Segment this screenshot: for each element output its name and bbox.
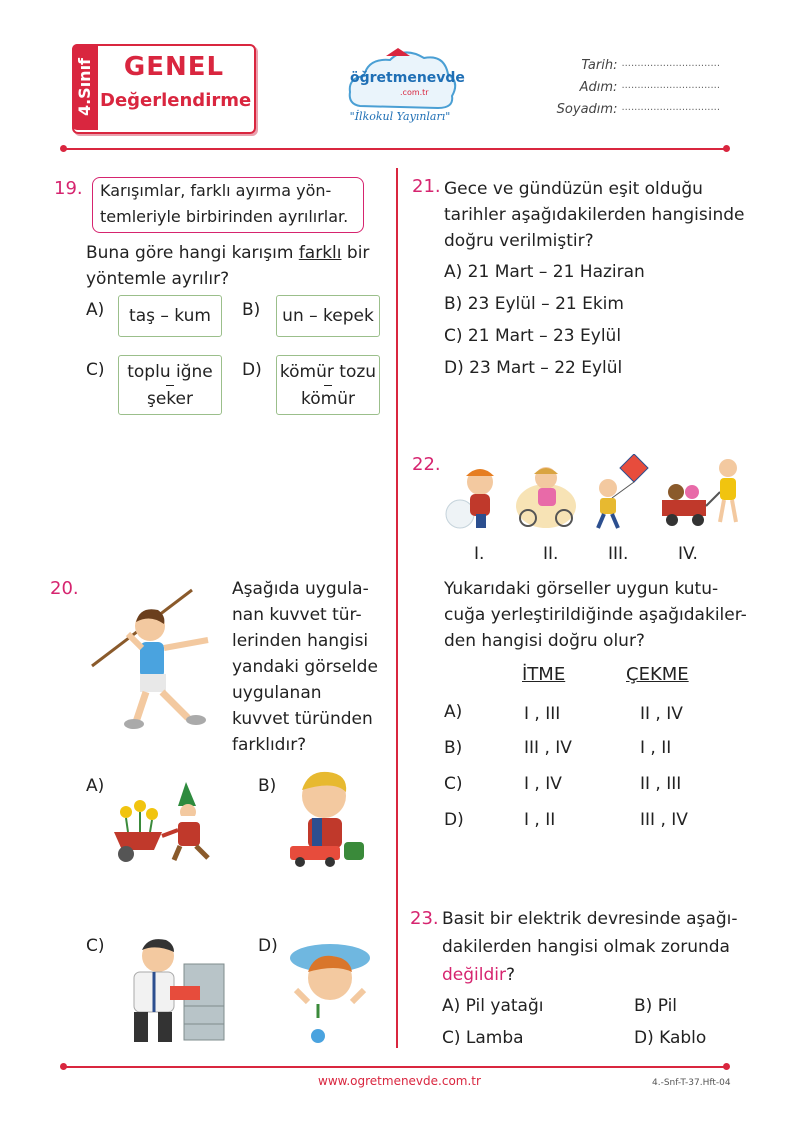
q19-option-a-letter[interactable]: A) xyxy=(86,300,105,320)
javelin-thrower-picture xyxy=(88,582,228,732)
q19-option-a-text: taş – kum xyxy=(129,306,211,326)
q19-option-a-box[interactable] xyxy=(118,295,222,337)
q22-number: 22. xyxy=(412,454,441,475)
q20-line-5: uygulanan xyxy=(232,683,322,703)
q19-box-line2: temleriyle birbirinden ayrılırlar. xyxy=(100,207,349,226)
q19-stem-emphasis: farklı xyxy=(298,243,342,263)
q23-option-d[interactable]: D) Kablo xyxy=(634,1028,707,1048)
q22-line-2: cuğa yerleştirildiğinde aşağıdakiler- xyxy=(444,605,747,625)
logo-main: öğretmenevde xyxy=(350,70,465,86)
q23-line-2: dakilerden hangisi olmak zorunda xyxy=(442,937,730,957)
q22-row-a-pull: II , IV xyxy=(640,704,683,724)
field-surname-dots: ............................... xyxy=(621,102,720,113)
q19-box-line1: Karışımlar, farklı ayırma yön- xyxy=(100,181,332,200)
q23-option-a[interactable]: A) Pil yatağı xyxy=(442,996,544,1016)
q22-row-c-letter[interactable]: C) xyxy=(444,774,463,794)
q19-option-b-text: un – kepek xyxy=(282,306,374,326)
q22-image-2-tricycle-child xyxy=(514,462,578,530)
q22-row-a-letter[interactable]: A) xyxy=(444,702,463,722)
q20-line-7: farklıdır? xyxy=(232,735,307,755)
q20-option-d-letter[interactable]: D) xyxy=(258,936,278,956)
q20-stem xyxy=(232,576,382,758)
page-title: GENEL xyxy=(123,52,225,82)
q21-line-2: tarihler aşağıdakilerden hangisinde xyxy=(444,205,745,225)
q19-number: 19. xyxy=(54,178,83,199)
kite-child-icon xyxy=(590,454,650,532)
q22-image-3-kite-child xyxy=(590,454,650,532)
q22-row-b-push: III , IV xyxy=(524,738,572,758)
header-line-dot-right xyxy=(723,145,730,152)
q19-option-d-letter[interactable]: D) xyxy=(242,360,262,380)
q19-option-c-line1: toplu iğne xyxy=(127,361,213,382)
q21-option-c[interactable]: C) 21 Mart – 23 Eylül xyxy=(444,326,622,346)
q22-row-d-pull: III , IV xyxy=(640,810,688,830)
tricycle-child-icon xyxy=(514,462,578,530)
q23-line-1: Basit bir elektrik devresinde aşağı- xyxy=(442,909,738,929)
q19-option-c-letter[interactable]: C) xyxy=(86,360,105,380)
q20-option-a-letter[interactable]: A) xyxy=(86,776,105,796)
q19-option-d-box[interactable] xyxy=(276,355,380,415)
q19-stem-post: bir xyxy=(341,243,370,263)
child-marble-icon xyxy=(284,936,376,1046)
q23-option-b[interactable]: B) Pil xyxy=(634,996,678,1016)
q19-stem-line2: yöntemle ayrılır? xyxy=(86,269,230,289)
field-date-dots: ............................... xyxy=(621,58,720,69)
footer-code: 4.-Snf-T-37.Hft-04 xyxy=(652,1078,731,1088)
q22-header-push: İTME xyxy=(522,664,566,685)
logo-tagline: "İlkokul Yayınları" xyxy=(349,110,451,123)
q19-option-b-box[interactable] xyxy=(276,295,380,337)
q22-row-b-pull: I , II xyxy=(640,738,672,758)
q23-number: 23. xyxy=(410,908,439,929)
field-surname-label: Soyadım: xyxy=(556,102,618,117)
field-name[interactable] xyxy=(520,80,720,102)
q22-row-d-letter[interactable]: D) xyxy=(444,810,464,830)
q20-line-6: kuvvet türünden xyxy=(232,709,373,729)
q19-stem-line1 xyxy=(86,240,369,266)
q20-option-c-picture[interactable] xyxy=(116,934,226,1044)
snowball-child-icon xyxy=(440,462,502,530)
q23-option-c[interactable]: C) Lamba xyxy=(442,1028,524,1048)
q22-label-3: III. xyxy=(608,544,629,564)
q23-emphasis: değildir xyxy=(442,965,506,985)
man-filing-cabinet-icon xyxy=(116,934,226,1044)
q20-option-c-letter[interactable]: C) xyxy=(86,936,105,956)
q20-line-1: Aşağıda uygula- xyxy=(232,579,369,599)
q20-option-a-picture[interactable] xyxy=(108,782,228,866)
page-subtitle: Değerlendirme xyxy=(100,90,252,111)
q19-option-c-line2: şeker xyxy=(146,388,193,409)
q20-option-b-letter[interactable]: B) xyxy=(258,776,277,796)
footer-line-dot-right xyxy=(723,1063,730,1070)
q22-row-a-push: I , III xyxy=(524,704,561,724)
q19-option-c-box[interactable] xyxy=(118,355,222,415)
field-name-dots: ............................... xyxy=(621,80,720,91)
q19-stem-pre: Buna göre hangi karışım xyxy=(86,243,299,263)
q22-image-1-snowball-child xyxy=(440,462,502,530)
q22-row-c-push: I , IV xyxy=(524,774,562,794)
field-date-label: Tarih: xyxy=(581,58,618,73)
footer-divider xyxy=(64,1066,726,1068)
info-fields xyxy=(520,58,720,124)
q21-number: 21. xyxy=(412,176,441,197)
q22-header-pull: ÇEKME xyxy=(626,664,689,685)
field-date[interactable] xyxy=(520,58,720,80)
q22-label-4: IV. xyxy=(678,544,698,564)
boy-toy-truck-icon xyxy=(284,766,374,870)
q22-label-2: II. xyxy=(543,544,559,564)
field-name-label: Adım: xyxy=(579,80,618,95)
logo-domain: .com.tr xyxy=(400,88,429,97)
q20-line-4: yandaki görselde xyxy=(232,657,378,677)
q22-row-d-push: I , II xyxy=(524,810,556,830)
q20-number: 20. xyxy=(50,578,79,599)
wagon-child-icon xyxy=(658,456,742,530)
logo xyxy=(340,44,465,132)
q22-line-3: den hangisi doğru olur? xyxy=(444,631,645,651)
q20-option-d-picture[interactable] xyxy=(284,936,376,1046)
q21-option-d[interactable]: D) 23 Mart – 22 Eylül xyxy=(444,358,623,378)
q19-option-d-line1: kömür tozu xyxy=(279,361,377,382)
q22-row-b-letter[interactable]: B) xyxy=(444,738,463,758)
q23-question-mark: ? xyxy=(506,965,516,985)
q22-line-1: Yukarıdaki görseller uygun kutu- xyxy=(444,579,719,599)
q22-row-c-pull: II , III xyxy=(640,774,682,794)
q21-line-3: doğru verilmiştir? xyxy=(444,231,594,251)
footer-url[interactable]: www.ogretmenevde.com.tr xyxy=(318,1074,481,1088)
q20-line-3: lerinden hangisi xyxy=(232,631,369,651)
gnome-wheelbarrow-icon xyxy=(108,782,228,866)
q20-line-2: nan kuvvet tür- xyxy=(232,605,362,625)
q21-option-b[interactable]: B) 23 Eylül – 21 Ekim xyxy=(444,294,624,314)
q22-image-4-wagon-child xyxy=(658,456,742,530)
q22-label-1: I. xyxy=(474,544,485,564)
grade-tag-text: 4.Sınıf xyxy=(75,57,94,117)
field-surname[interactable] xyxy=(520,102,720,124)
q19-option-d-line2: kömür xyxy=(301,388,355,409)
q20-option-b-picture[interactable] xyxy=(284,766,374,870)
q19-option-b-letter[interactable]: B) xyxy=(242,300,261,320)
header-divider xyxy=(64,148,726,150)
q21-line-1: Gece ve gündüzün eşit olduğu xyxy=(444,179,703,199)
q23-line-3 xyxy=(442,962,515,988)
q21-option-a[interactable]: A) 21 Mart – 21 Haziran xyxy=(444,262,645,282)
column-divider xyxy=(396,168,398,1048)
